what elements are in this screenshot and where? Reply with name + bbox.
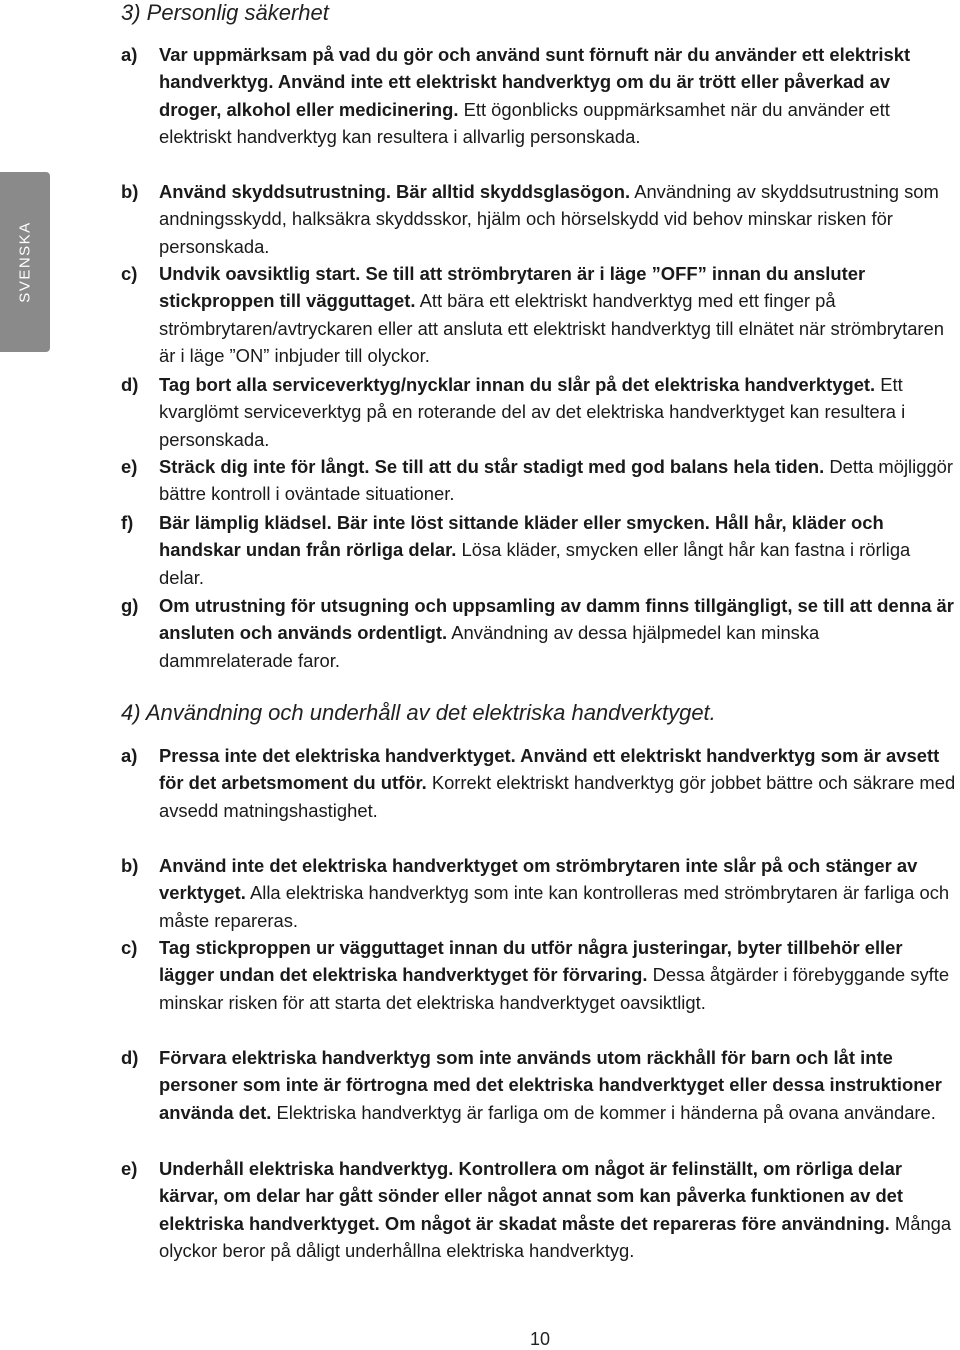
item-explanation: Att bära ett elektriskt handverktyg med ett finger på strömbrytaren/avtryckaren eller att ansluta ett elektriskt handverktyg till elnätet när strömbrytaren är i läge ”ON” inbjuder till olyckor. [159, 290, 944, 367]
section-3-heading: 3) Personlig säkerhet [121, 0, 329, 25]
item-label: c) [121, 937, 138, 958]
item-explanation: Elektriska handverktyg är farliga om de kommer i händerna på ovana användare. [271, 1101, 936, 1123]
item-explanation: Många olyckor beror på dåligt underhållna elektriska handverktyg. [159, 1212, 952, 1262]
section-4-heading: 4) Användning och underhåll av det elektriska handverktyget. [121, 700, 716, 725]
list-item-3d [121, 371, 956, 453]
item-warning: Använd inte det elektriska handverktyget om strömbrytaren inte slår på och stänger av verktyget. [159, 855, 918, 904]
list-item-3c [121, 260, 956, 370]
item-label: e) [121, 456, 138, 477]
item-label: e) [121, 1158, 138, 1179]
item-label: a) [121, 44, 138, 65]
language-tab [0, 172, 50, 352]
page-number: 10 [529, 1329, 551, 1349]
language-tab-label: SVENSKA [16, 221, 34, 303]
item-explanation: Alla elektriska handverktyg som inte kan kontrolleras med strömbrytaren är farliga och måste repareras. [159, 882, 950, 931]
list-item-3b [121, 178, 956, 260]
item-warning: Använd skyddsutrustning. Bär alltid skyddsglasögon. [159, 181, 631, 202]
item-label: d) [121, 1047, 139, 1068]
item-warning: Om utrustning för utsugning och uppsamling av damm finns tillgängligt, se till att denna är ansluten och används ordentligt. [159, 595, 954, 644]
item-warning: Underhåll elektriska handverktyg. Kontrollera om något är felinställt, om rörliga delar kärvar, om delar har gått sönder eller något annat som kan påverka funktionen av det elektriska handverktyget. Om något är skadat måste det repareras före användning. [159, 1158, 904, 1234]
item-warning: Förvara elektriska handverktyg som inte används utom räckhåll för barn och låt inte personer som inte är förtrogna med det elektriska handverktyget eller dessa instruktioner använda det. [159, 1047, 942, 1123]
item-explanation: Användning av dessa hjälpmedel kan minska dammrelaterade faror. [159, 622, 820, 671]
item-warning: Sträck dig inte för långt. Se till att du står stadigt med god balans hela tiden. [159, 456, 825, 477]
list-item-3e [121, 453, 956, 508]
item-label: f) [121, 512, 134, 533]
item-warning: Undvik oavsiktlig start. Se till att strömbrytaren är i läge ”OFF” innan du ansluter stickproppen till vägguttaget. [159, 263, 866, 312]
item-explanation: Ett kvarglömt serviceverktyg på en roterande del av det elektriska handverktyget kan resultera i personskada. [159, 374, 906, 450]
list-item-4d [121, 1044, 956, 1126]
item-label: a) [121, 745, 138, 766]
list-item-3g [121, 592, 956, 674]
list-item-4e [121, 1155, 956, 1265]
item-explanation: Dessa åtgärder i förebyggande syfte minskar risken för att starta det elektriska handverktyget oavsiktligt. [159, 964, 950, 1013]
list-item-4a [121, 742, 956, 824]
item-warning: Var uppmärksam på vad du gör och använd sunt förnuft när du använder ett elektriskt handverktyg. Använd inte ett elektriskt handverktyg om du är trött eller påverkad av droger, alkohol eller medicinering. [159, 44, 911, 120]
item-warning: Pressa inte det elektriska handverktyget. Använd ett elektriskt handverktyg som är avsett för det arbetsmoment du utför. [159, 745, 940, 794]
item-warning: Tag stickproppen ur vägguttaget innan du utför några justeringar, byter tillbehör eller lägger undan det elektriska handverktyget för förvaring. [159, 937, 903, 986]
item-label: c) [121, 263, 138, 284]
item-label: d) [121, 374, 139, 395]
item-warning: Tag bort alla serviceverktyg/nycklar innan du slår på det elektriska handverktyget. [159, 374, 876, 395]
item-explanation: Användning av skyddsutrustning som andningsskydd, halksäkra skyddsskor, hjälm och hörselskydd vid behov minskar risken för personskada. [159, 181, 939, 257]
item-explanation: Lösa kläder, smycken eller långt hår kan fastna i rörliga delar. [159, 539, 911, 588]
item-label: b) [121, 181, 139, 202]
list-item-3f [121, 509, 956, 591]
item-explanation: Ett ögonblicks ouppmärksamhet när du använder ett elektriskt handverktyg kan resultera i allvarlig personskada. [159, 98, 890, 148]
item-explanation: Korrekt elektriskt handverktyg gör jobbet bättre och säkrare med avsedd matningshastighet. [159, 772, 956, 821]
item-warning: Bär lämplig klädsel. Bär inte löst sittande kläder eller smycken. Håll hår, kläder och handskar undan från rörliga delar. [159, 512, 884, 561]
item-explanation: Detta möjliggör bättre kontroll i oväntade situationer. [159, 456, 954, 505]
list-item-4b [121, 852, 956, 934]
item-label: b) [121, 855, 139, 876]
list-item-4c [121, 934, 956, 1016]
list-item-3a [121, 41, 956, 151]
item-label: g) [121, 595, 139, 616]
